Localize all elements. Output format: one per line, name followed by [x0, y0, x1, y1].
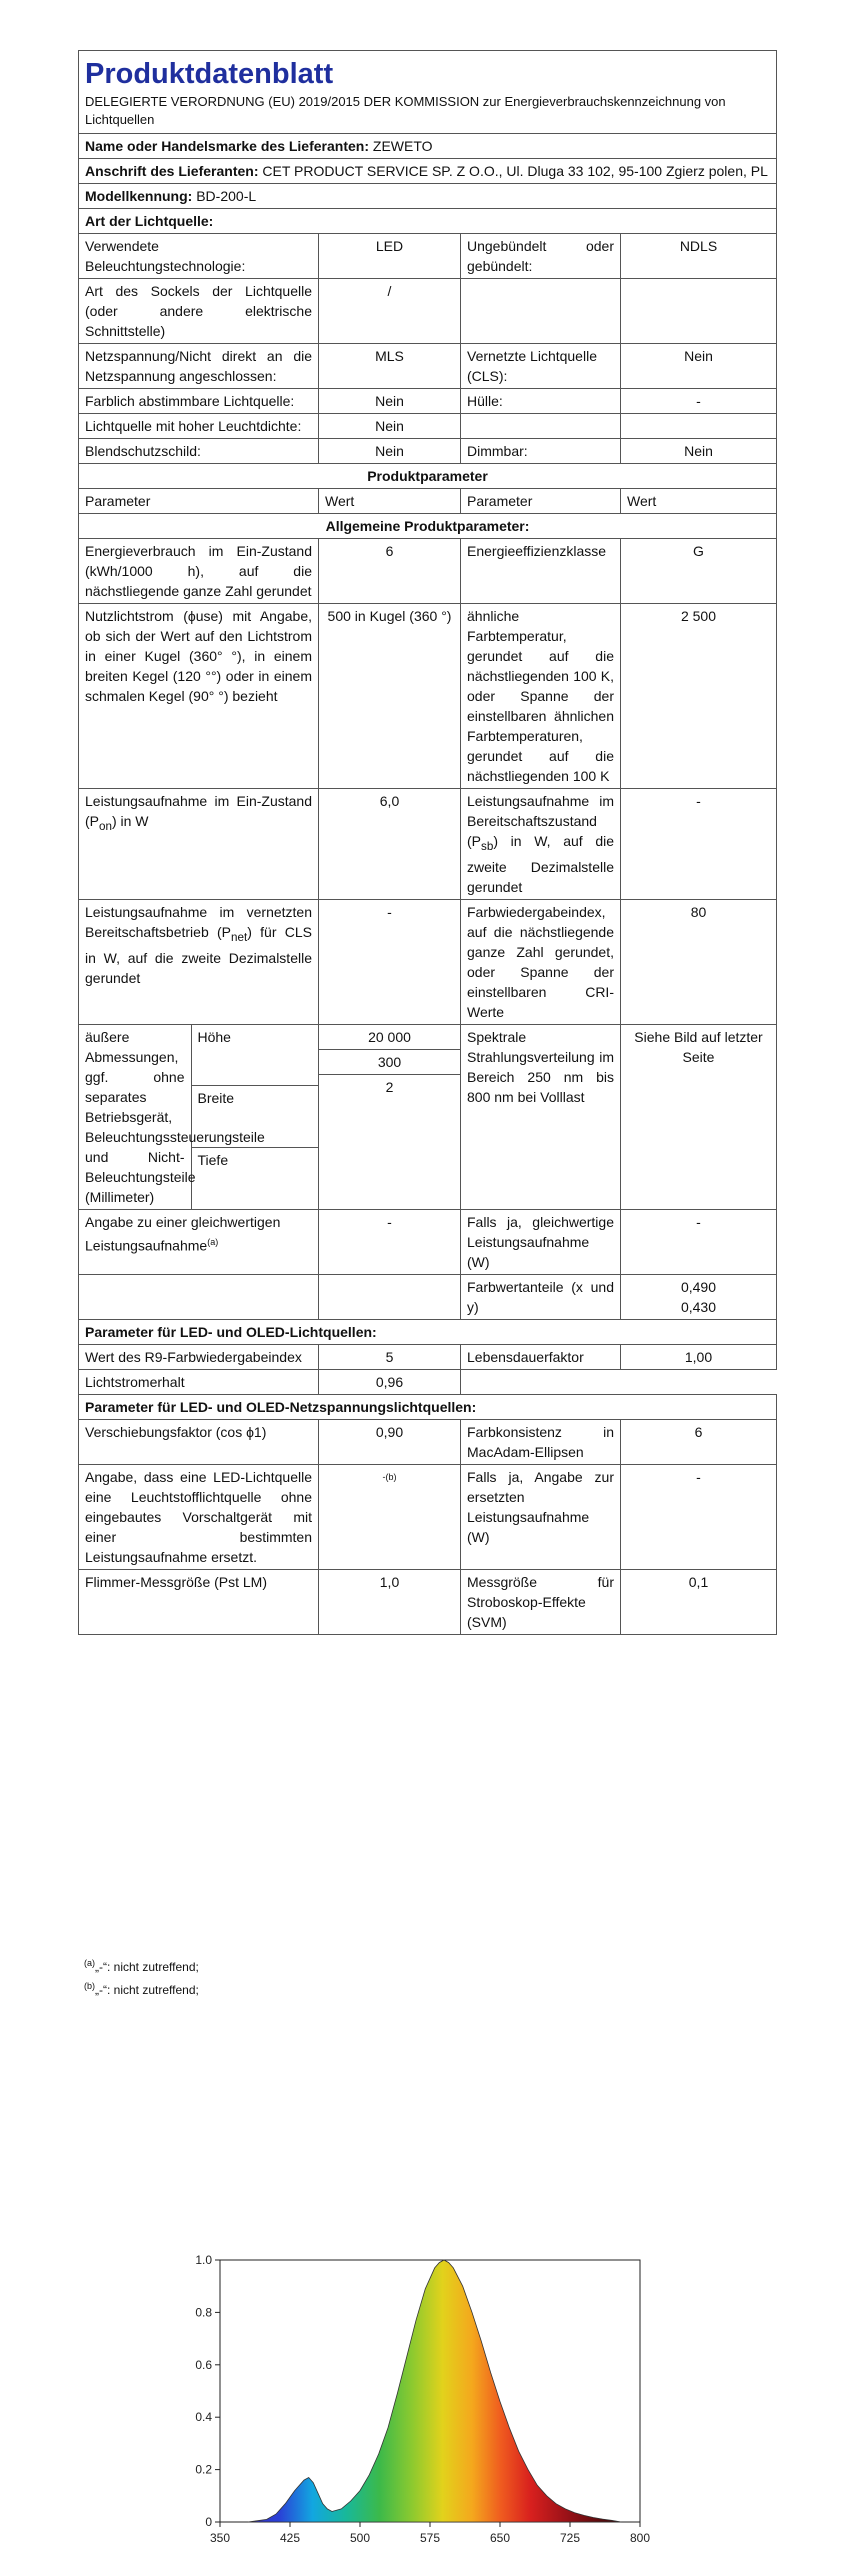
param-row — [79, 1464, 777, 1569]
param-row — [79, 1419, 777, 1464]
param-stroboscopic: Messgröße für Stroboskop-Effekte (SVM) — [461, 1569, 621, 1634]
light-param: Blendschutzschild: — [79, 439, 319, 464]
value-energy: 6 — [319, 539, 461, 604]
light-param — [461, 414, 621, 439]
dim-label: Tiefe — [197, 1152, 229, 1169]
regulation-subtitle: DELEGIERTE VERORDNUNG (EU) 2019/2015 DER KOMMISSION zur Energieverbrauchskennzeichnung von Lichtquellen — [85, 94, 726, 127]
light-value: Nein — [621, 344, 777, 389]
dim-value: 20 000 — [319, 1025, 460, 1050]
value-macadam: 6 — [621, 1419, 777, 1464]
param-flicker: Flimmer-Messgröße (Pst LM) — [79, 1569, 319, 1634]
datasheet — [78, 50, 776, 1635]
param-row — [79, 604, 777, 789]
x-tick-label: 500 — [349, 2531, 371, 2545]
value-r9: 5 — [319, 1344, 461, 1369]
light-row — [79, 234, 777, 279]
light-value: Nein — [319, 439, 461, 464]
param-chromaticity: Farbwertanteile (x und y) — [461, 1274, 621, 1319]
column-headers — [79, 489, 777, 514]
param-row — [79, 539, 777, 604]
address-label: Anschrift des Lieferanten: — [85, 163, 259, 179]
value-chromaticity: 0,490 0,430 — [621, 1274, 777, 1319]
param-standby-power: Leistungsaufnahme im Bereitschaftszustand $(P_{sb})$ in W, auf die zweite Dezimalstelle gerundet — [461, 789, 621, 900]
param-row — [79, 1369, 777, 1394]
y-tick-label: 0.8 — [195, 2305, 212, 2320]
dim-label: Höhe — [191, 1025, 318, 1086]
param-efficiency-class: Energieeffizienzklasse — [461, 539, 621, 604]
light-value: Nein — [319, 414, 461, 439]
light-param: Vernetzte Lichtquelle (CLS): — [461, 344, 621, 389]
x-tick-label: 800 — [629, 2531, 651, 2545]
address-row — [79, 159, 777, 184]
value-lumen-maintenance: 0,96 — [319, 1369, 461, 1394]
spectrum-svg — [175, 2250, 665, 2550]
model-value: BD-200-L — [196, 188, 257, 204]
x-tick-label: 725 — [559, 2531, 581, 2545]
param-row — [79, 1274, 777, 1319]
param-row — [79, 1024, 777, 1209]
light-param: Lichtquelle mit hoher Leuchtdichte: — [79, 414, 319, 439]
param-row — [79, 1344, 777, 1369]
value-color-temperature: 2 500 — [621, 604, 777, 789]
supplier-value: ZEWETO — [372, 138, 433, 154]
value-stroboscopic: 0,1 — [621, 1569, 777, 1634]
value-flicker: 1,0 — [319, 1569, 461, 1634]
datasheet-table — [78, 50, 777, 1635]
light-param: Hülle: — [461, 389, 621, 414]
param-luminous-flux: Nutzlichtstrom (ϕuse) mit Angabe, ob sich der Wert auf den Lichtstrom in einer Kugel (360° °), in einem breiten Kegel (120 °°) oder in einem schmalen Kegel (90° °) bezieht — [79, 604, 319, 789]
spectrum-chart — [175, 2250, 665, 2550]
col-header: Parameter — [79, 489, 319, 514]
y-tick-label: 0.4 — [195, 2410, 212, 2425]
x-tick-label: 425 — [279, 2531, 301, 2545]
light-value — [621, 279, 777, 344]
param-on-power: Leistungsaufnahme im Ein-Zustand $(P_{on})$ in W — [79, 789, 319, 900]
page-title: Produktdatenblatt — [85, 58, 334, 90]
param-row — [79, 899, 777, 1024]
x-tick-label: 650 — [489, 2531, 511, 2545]
dim-value: 2 — [385, 1078, 394, 1095]
y-tick-label: 0 — [205, 2515, 212, 2529]
value-networked-power: - — [319, 899, 461, 1024]
light-type-header: Art der Lichtquelle: — [79, 209, 777, 234]
param-r9: Wert des R9-Farbwiedergabeindex — [79, 1344, 319, 1369]
light-value: LED — [319, 234, 461, 279]
light-param: Ungebündelt oder gebündelt: — [461, 234, 621, 279]
empty-cell — [79, 1274, 319, 1319]
light-value: MLS — [319, 344, 461, 389]
dimensions-table — [79, 1025, 318, 1209]
value-spectral-distribution: Siehe Bild auf letzter Seite — [621, 1024, 777, 1209]
value-fluorescent-replacement: -(b) — [319, 1464, 461, 1569]
param-equivalent-power-w: Falls ja, gleichwertige Leistungsaufnahme (W) — [461, 1209, 621, 1274]
value-luminous-flux: 500 in Kugel (360 °) — [319, 604, 461, 789]
value-standby-power: - — [621, 789, 777, 900]
value-efficiency-class: G — [621, 539, 777, 604]
value-cri: 80 — [621, 899, 777, 1024]
light-row — [79, 344, 777, 389]
col-header: Wert — [319, 489, 461, 514]
light-value: - — [621, 389, 777, 414]
light-param: Verwendete Beleuchtungstechnologie: — [79, 234, 319, 279]
light-param — [461, 279, 621, 344]
light-value: / — [319, 279, 461, 344]
col-header: Parameter — [461, 489, 621, 514]
product-params-header: Produktparameter — [79, 464, 777, 489]
col-header: Wert — [621, 489, 777, 514]
light-param: Farblich abstimmbare Lichtquelle: — [79, 389, 319, 414]
y-tick-label: 0.2 — [195, 2462, 212, 2477]
value-equivalent-power: - — [319, 1209, 461, 1274]
dimensions-values-cell — [319, 1024, 461, 1209]
value-lifetime-factor: 1,00 — [621, 1344, 777, 1369]
param-fluorescent-replacement: Angabe, dass eine LED-Lichtquelle eine Leuchtstofflichtquelle ohne eingebautes Vorschaltgerät mit einer bestimmten Leistungsaufnahme ersetzt. — [79, 1464, 319, 1569]
param-color-temperature: ähnliche Farbtemperatur, gerundet auf die nächstliegenden 100 K, oder Spanne der einstellbaren ähnlichen Farbtemperaturen, gerundet auf die nächstliegenden 100 K — [461, 604, 621, 789]
light-row — [79, 439, 777, 464]
y-tick-label: 0.6 — [195, 2357, 212, 2372]
general-params-header: Allgemeine Produktparameter: — [79, 514, 777, 539]
param-row — [79, 789, 777, 900]
param-row — [79, 1209, 777, 1274]
footnote-a: $^{(a)}$„-“: nicht zutreffend; — [84, 1958, 199, 1974]
model-label: Modellkennung: — [85, 188, 193, 204]
x-tick-label: 575 — [419, 2531, 441, 2545]
footnote-b: $^{(b)}$„-“: nicht zutreffend; — [84, 1981, 199, 1997]
supplier-row — [79, 134, 777, 159]
param-energy: Energieverbrauch im Ein-Zustand (kWh/1000 h), auf die nächstliegende ganze Zahl gerundet — [79, 539, 319, 604]
value-on-power: 6,0 — [319, 789, 461, 900]
param-lumen-maintenance: Lichtstromerhalt — [79, 1369, 319, 1394]
mains-params-header: Parameter für LED- und OLED-Netzspannungslichtquellen: — [79, 1394, 777, 1419]
dimensions-cell — [79, 1024, 319, 1209]
param-lifetime-factor: Lebensdauerfaktor — [461, 1344, 621, 1369]
empty-cell — [319, 1274, 461, 1319]
y-tick-label: 1.0 — [195, 2253, 212, 2267]
param-networked-power: Leistungsaufnahme im vernetzten Bereitschaftsbetrieb $(P_{net})$ für CLS in W, auf die zweite Dezimalstelle gerundet — [79, 899, 319, 1024]
light-row — [79, 414, 777, 439]
light-value: NDLS — [621, 234, 777, 279]
value-displacement-factor: 0,90 — [319, 1419, 461, 1464]
empty-cell — [461, 1369, 777, 1394]
value-equivalent-power-w: - — [621, 1209, 777, 1274]
dim-label: Breite — [191, 1086, 318, 1148]
param-macadam: Farbkonsistenz in MacAdam-Ellipsen — [461, 1419, 621, 1464]
supplier-label: Name oder Handelsmarke des Lieferanten: — [85, 138, 369, 154]
param-row — [79, 1569, 777, 1634]
light-param: Art des Sockels der Lichtquelle (oder andere elektrische Schnittstelle) — [79, 279, 319, 344]
param-equivalent-power: Angabe zu einer gleichwertigen Leistungsaufnahme$^{(a)}$ — [79, 1209, 319, 1274]
address-value: CET PRODUCT SERVICE SP. Z O.O., Ul. Dluga 33 102, 95-100 Zgierz polen, PL — [262, 163, 768, 179]
x-tick-label: 350 — [209, 2531, 231, 2545]
light-value: Nein — [319, 389, 461, 414]
dim-value: 300 — [319, 1050, 460, 1075]
light-param: Dimmbar: — [461, 439, 621, 464]
param-spectral-distribution: Spektrale Strahlungsverteilung im Bereich 250 nm bis 800 nm bei Volllast — [461, 1024, 621, 1209]
param-cri: Farbwiedergabeindex, auf die nächstliegende ganze Zahl gerundet, oder Spanne der einstellbaren CRI-Werte — [461, 899, 621, 1024]
light-value — [621, 414, 777, 439]
param-dimensions: äußere Abmessungen, ggf. ohne separates Betriebsgerät, Beleuchtungssteuerungsteile und Nicht-Beleuchtungsteile (Millimeter) — [79, 1025, 191, 1209]
light-param: Netzspannung/Nicht direkt an die Netzspannung angeschlossen: — [79, 344, 319, 389]
light-value: Nein — [621, 439, 777, 464]
model-row — [79, 184, 777, 209]
param-replaced-power: Falls ja, Angabe zur ersetzten Leistungsaufnahme (W) — [461, 1464, 621, 1569]
value-replaced-power: - — [621, 1464, 777, 1569]
led-params-header: Parameter für LED- und OLED-Lichtquellen: — [79, 1319, 777, 1344]
light-row — [79, 279, 777, 344]
param-displacement-factor: Verschiebungsfaktor (cos ϕ1) — [79, 1419, 319, 1464]
title-cell — [79, 51, 777, 134]
light-row — [79, 389, 777, 414]
